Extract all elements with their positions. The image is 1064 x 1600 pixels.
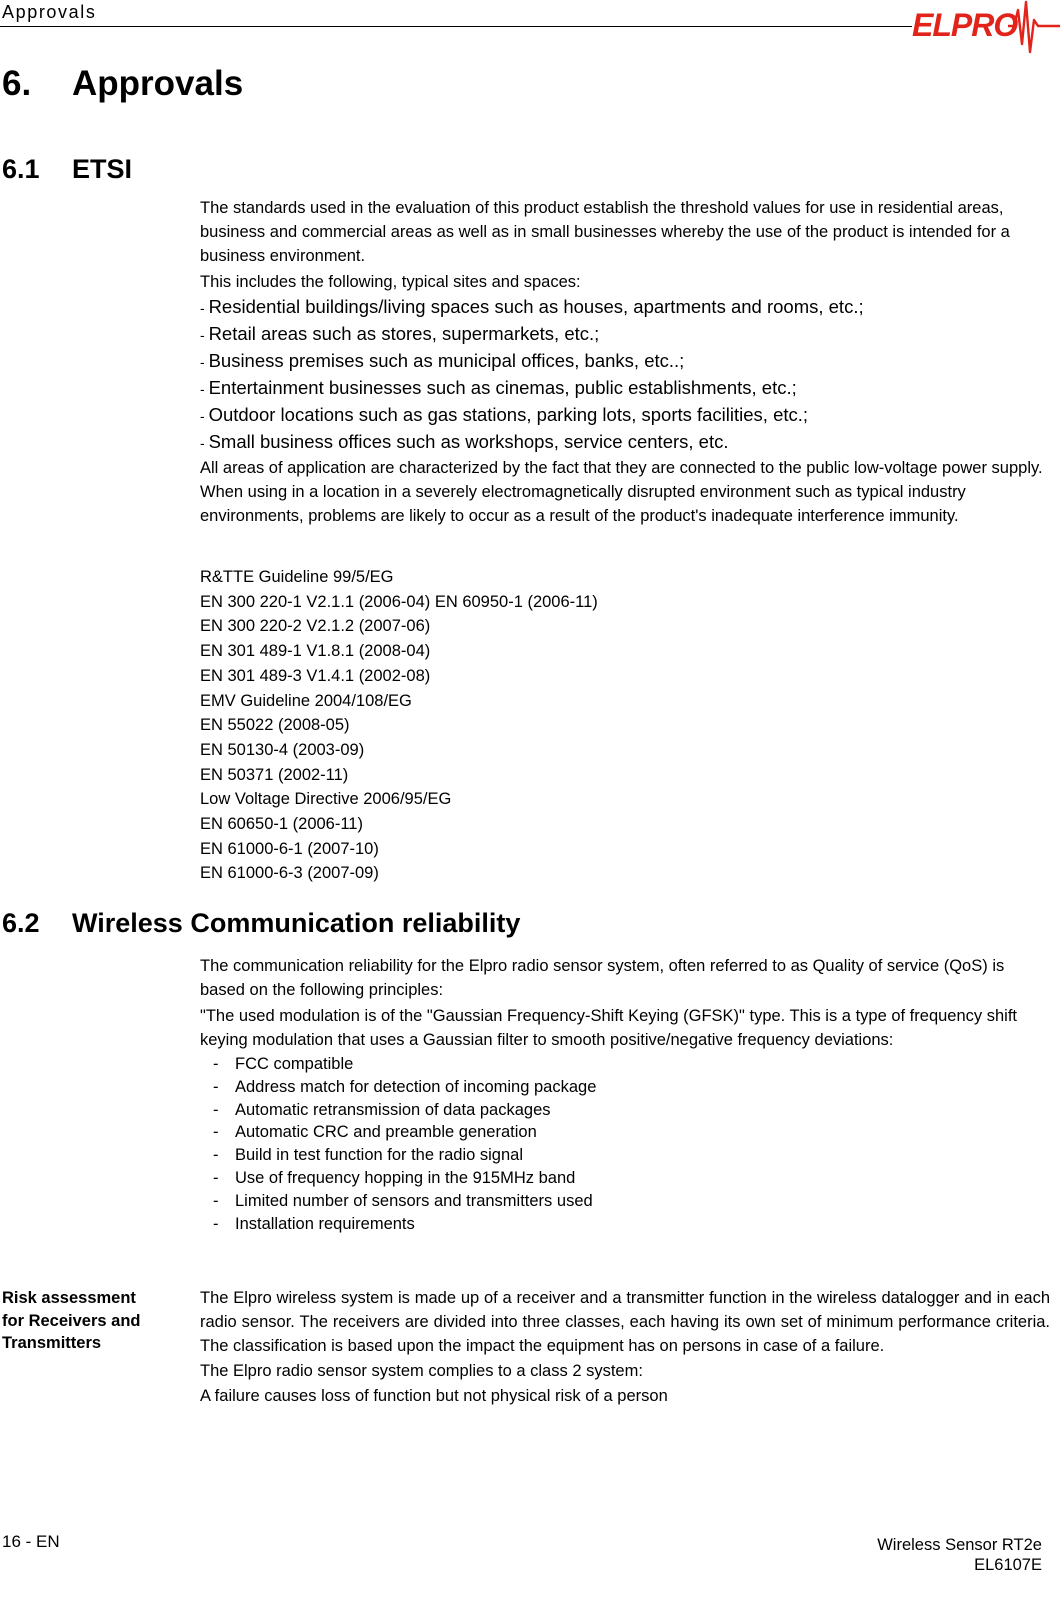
standard-item: EN 50371 (2002-11) <box>200 765 349 784</box>
logo-text: ELPRO <box>912 7 1018 43</box>
footer-product-info <box>877 1535 1042 1575</box>
chapter-number: 6. <box>2 64 32 103</box>
feature-item: - Address match for detection of incoming package <box>213 1077 597 1096</box>
section-number: 6.1 <box>2 154 40 184</box>
feature-item: - FCC compatible <box>213 1055 354 1073</box>
feature-item: - Automatic retransmission of data packages <box>213 1100 551 1119</box>
etsi-closing: All areas of application are characterized by the fact that they are connected to the public low-voltage power supply. When using in a location in a severely electromagnetically disrupted environment such as typical industry environments, problems are likely to occur as a result of the product's inadequate interference immunity. <box>200 459 1043 525</box>
wireless-modulation: "The used modulation is of the "Gaussian Frequency-Shift Keying (GFSK)" type. This is a type of frequency shift keying modulation that uses a Gaussian filter to smooth positive/negative frequency deviations: <box>200 1007 1017 1049</box>
header-rule <box>0 26 912 27</box>
footer-page-number: 16 - EN <box>2 1532 60 1551</box>
site-item: - Entertainment businesses such as cinemas, public establishments, etc.; <box>200 377 797 398</box>
standards-list <box>200 565 1050 886</box>
section-heading-wireless <box>2 908 520 939</box>
feature-item: - Use of frequency hopping in the 915MHz band <box>213 1168 576 1187</box>
features-list <box>200 1053 1050 1235</box>
section-title: Wireless Communication reliability <box>72 908 521 938</box>
chapter-title: Approvals <box>72 64 244 103</box>
etsi-includes: This includes the following, typical sites and spaces: <box>200 273 581 291</box>
site-item: - Retail areas such as stores, supermarkets, etc.; <box>200 323 600 344</box>
standard-item: EN 300 220-2 V2.1.2 (2007-06) <box>200 617 431 636</box>
section-number: 6.2 <box>2 908 40 938</box>
running-header-title: Approvals <box>2 2 97 22</box>
wireless-intro: The communication reliability for the Elpro radio sensor system, often referred to as Quality of service (QoS) is based on the following principles: <box>200 957 1005 999</box>
feature-item: - Build in test function for the radio signal <box>213 1146 524 1165</box>
standard-item: Low Voltage Directive 2006/95/EG <box>200 790 452 809</box>
standard-item: EN 61000-6-3 (2007-09) <box>200 864 379 883</box>
site-item: - Residential buildings/living spaces such as houses, apartments and rooms, etc.; <box>200 296 864 317</box>
feature-item: - Automatic CRC and preamble generation <box>213 1123 537 1142</box>
risk-failure: A failure causes loss of function but not physical risk of a person <box>200 1387 668 1405</box>
risk-body <box>200 1286 1050 1408</box>
standard-item: EN 60650-1 (2006-11) <box>200 815 363 834</box>
footer-product: Wireless Sensor RT2e <box>877 1536 1042 1554</box>
etsi-body <box>200 196 1050 528</box>
section-heading-etsi <box>2 154 132 185</box>
section-title: ETSI <box>72 154 133 184</box>
wireless-body <box>200 954 1050 1235</box>
risk-side-label: Risk assessment for Receivers and Transmitters <box>2 1289 141 1352</box>
sites-list <box>200 294 1050 456</box>
standard-item: EMV Guideline 2004/108/EG <box>200 691 412 710</box>
site-item: - Outdoor locations such as gas stations, parking lots, sports facilities, etc.; <box>200 404 809 425</box>
standard-item: EN 301 489-3 V1.4.1 (2002-08) <box>200 666 431 685</box>
feature-item: - Limited number of sensors and transmitters used <box>213 1191 593 1210</box>
elpro-logo <box>910 0 1062 54</box>
risk-class: The Elpro radio sensor system complies to a class 2 system: <box>200 1362 643 1380</box>
standard-item: EN 50130-4 (2003-09) <box>200 740 365 759</box>
footer-doc-id: EL6107E <box>974 1556 1042 1574</box>
risk-paragraph: The Elpro wireless system is made up of a receiver and a transmitter function in the wireless datalogger and in each radio sensor. The receivers are divided into three classes, each having its own set of minimum performance criteria. The classification is based upon the impact the equipment has on persons in case of a failure. <box>200 1289 1050 1355</box>
site-item: - Business premises such as municipal offices, banks, etc..; <box>200 350 685 371</box>
standard-item: EN 61000-6-1 (2007-10) <box>200 839 379 858</box>
etsi-intro: The standards used in the evaluation of this product establish the threshold values for use in residential areas, business and commercial areas as well as in small businesses whereby the use of the product is intended for a business environment. <box>200 199 1010 265</box>
chapter-heading <box>2 64 243 104</box>
standard-item: EN 55022 (2008-05) <box>200 716 350 735</box>
feature-item: - Installation requirements <box>213 1214 415 1233</box>
standard-item: EN 301 489-1 V1.8.1 (2008-04) <box>200 642 431 661</box>
standard-item: EN 300 220-1 V2.1.1 (2006-04) EN 60950-1 (2006-11) <box>200 592 598 611</box>
site-item: - Small business offices such as workshops, service centers, etc. <box>200 431 729 452</box>
standard-item: R&TTE Guideline 99/5/EG <box>200 568 394 586</box>
